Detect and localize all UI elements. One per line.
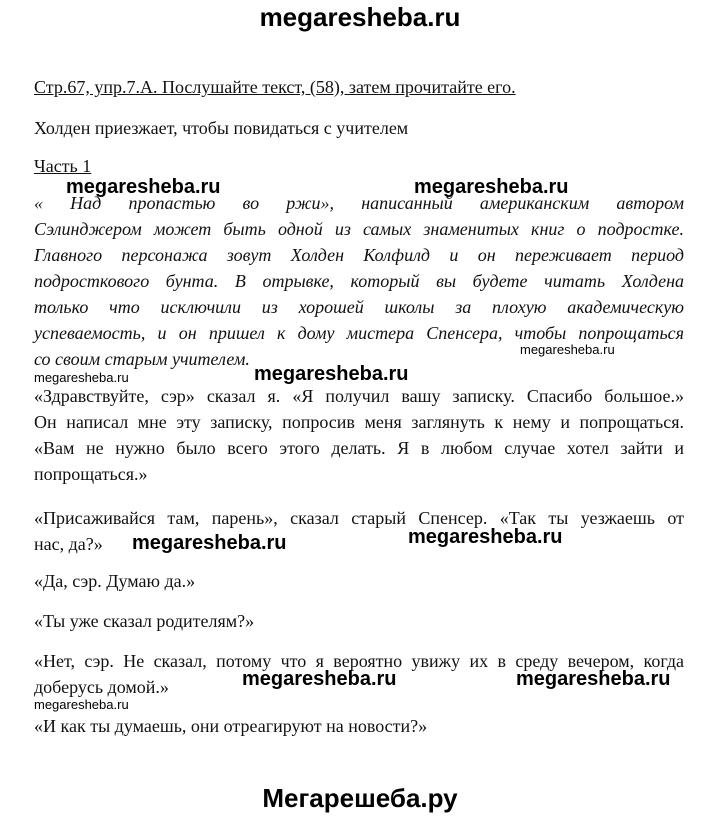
watermark: megaresheba.ru bbox=[520, 342, 615, 357]
dialogue-line: «Вам не нужно было всего этого делать. Я в любом случае хотел зайти и bbox=[34, 438, 684, 458]
site-header-logo[interactable]: megaresheba.ru bbox=[259, 2, 461, 32]
intro-line: Сэлинджером может быть одной из самых знаменитых книг о подростке. bbox=[34, 219, 684, 239]
watermark: megaresheba.ru bbox=[132, 532, 287, 554]
dialogue-paragraph-6: «И как ты думаешь, они отреагируют на новости?» bbox=[34, 716, 428, 736]
dialogue-line: «Здравствуйте, сэр» сказал я. «Я получил вашу записку. Спасибо большое.» bbox=[34, 386, 684, 406]
watermark: megaresheba.ru bbox=[242, 668, 397, 690]
dialogue-line: «Присаживайся там, парень», сказал старый Спенсер. «Так ты уезжаешь от bbox=[34, 508, 684, 528]
watermark: megaresheba.ru bbox=[408, 526, 563, 548]
watermark: megaresheba.ru bbox=[66, 176, 221, 198]
intro-line: Главного персонажа зовут Холден Колфилд и он переживает период bbox=[34, 245, 684, 265]
part-label: Часть 1 bbox=[34, 156, 92, 176]
intro-line: со своим старым учителем. bbox=[34, 349, 250, 369]
dialogue-paragraph-4: «Ты уже сказал родителям?» bbox=[34, 611, 255, 631]
exercise-title: Стр.67, упр.7.А. Послушайте текст, (58), затем прочитайте его. bbox=[34, 77, 516, 97]
dialogue-line: Он написал мне эту записку, попросив меня заглянуть к нему и попрощаться. bbox=[34, 412, 684, 432]
intro-line: только что исключили из хорошей школы за плохую академическую bbox=[34, 297, 684, 317]
intro-line: подросткового бунта. В отрывке, который вы будете читать Холдена bbox=[34, 271, 684, 291]
dialogue-line: доберусь домой.» bbox=[34, 677, 169, 697]
text-title: Холден приезжает, чтобы повидаться с учителем bbox=[34, 118, 409, 138]
intro-line: « Над пропастью во ржи», написанный американским автором bbox=[34, 193, 684, 213]
dialogue-line: попрощаться.» bbox=[34, 464, 148, 484]
dialogue-paragraph-1 bbox=[34, 383, 684, 487]
intro-line: успеваемость, и он пришел к дому мистера Спенсера, чтобы попрощаться bbox=[34, 323, 684, 343]
watermark: megaresheba.ru bbox=[34, 697, 129, 712]
watermark: megaresheba.ru bbox=[254, 363, 409, 385]
watermark: megaresheba.ru bbox=[414, 176, 569, 198]
dialogue-line: нас, да?» bbox=[34, 534, 103, 554]
watermark: megaresheba.ru bbox=[34, 370, 129, 385]
dialogue-paragraph-3: «Да, сэр. Думаю да.» bbox=[34, 571, 196, 591]
site-footer-logo[interactable]: Мегарешеба.ру bbox=[262, 783, 458, 813]
dialogue-line: «Нет, сэр. Не сказал, потому что я вероятно увижу их в среду вечером, когда bbox=[34, 651, 684, 671]
watermark: megaresheba.ru bbox=[516, 668, 671, 690]
